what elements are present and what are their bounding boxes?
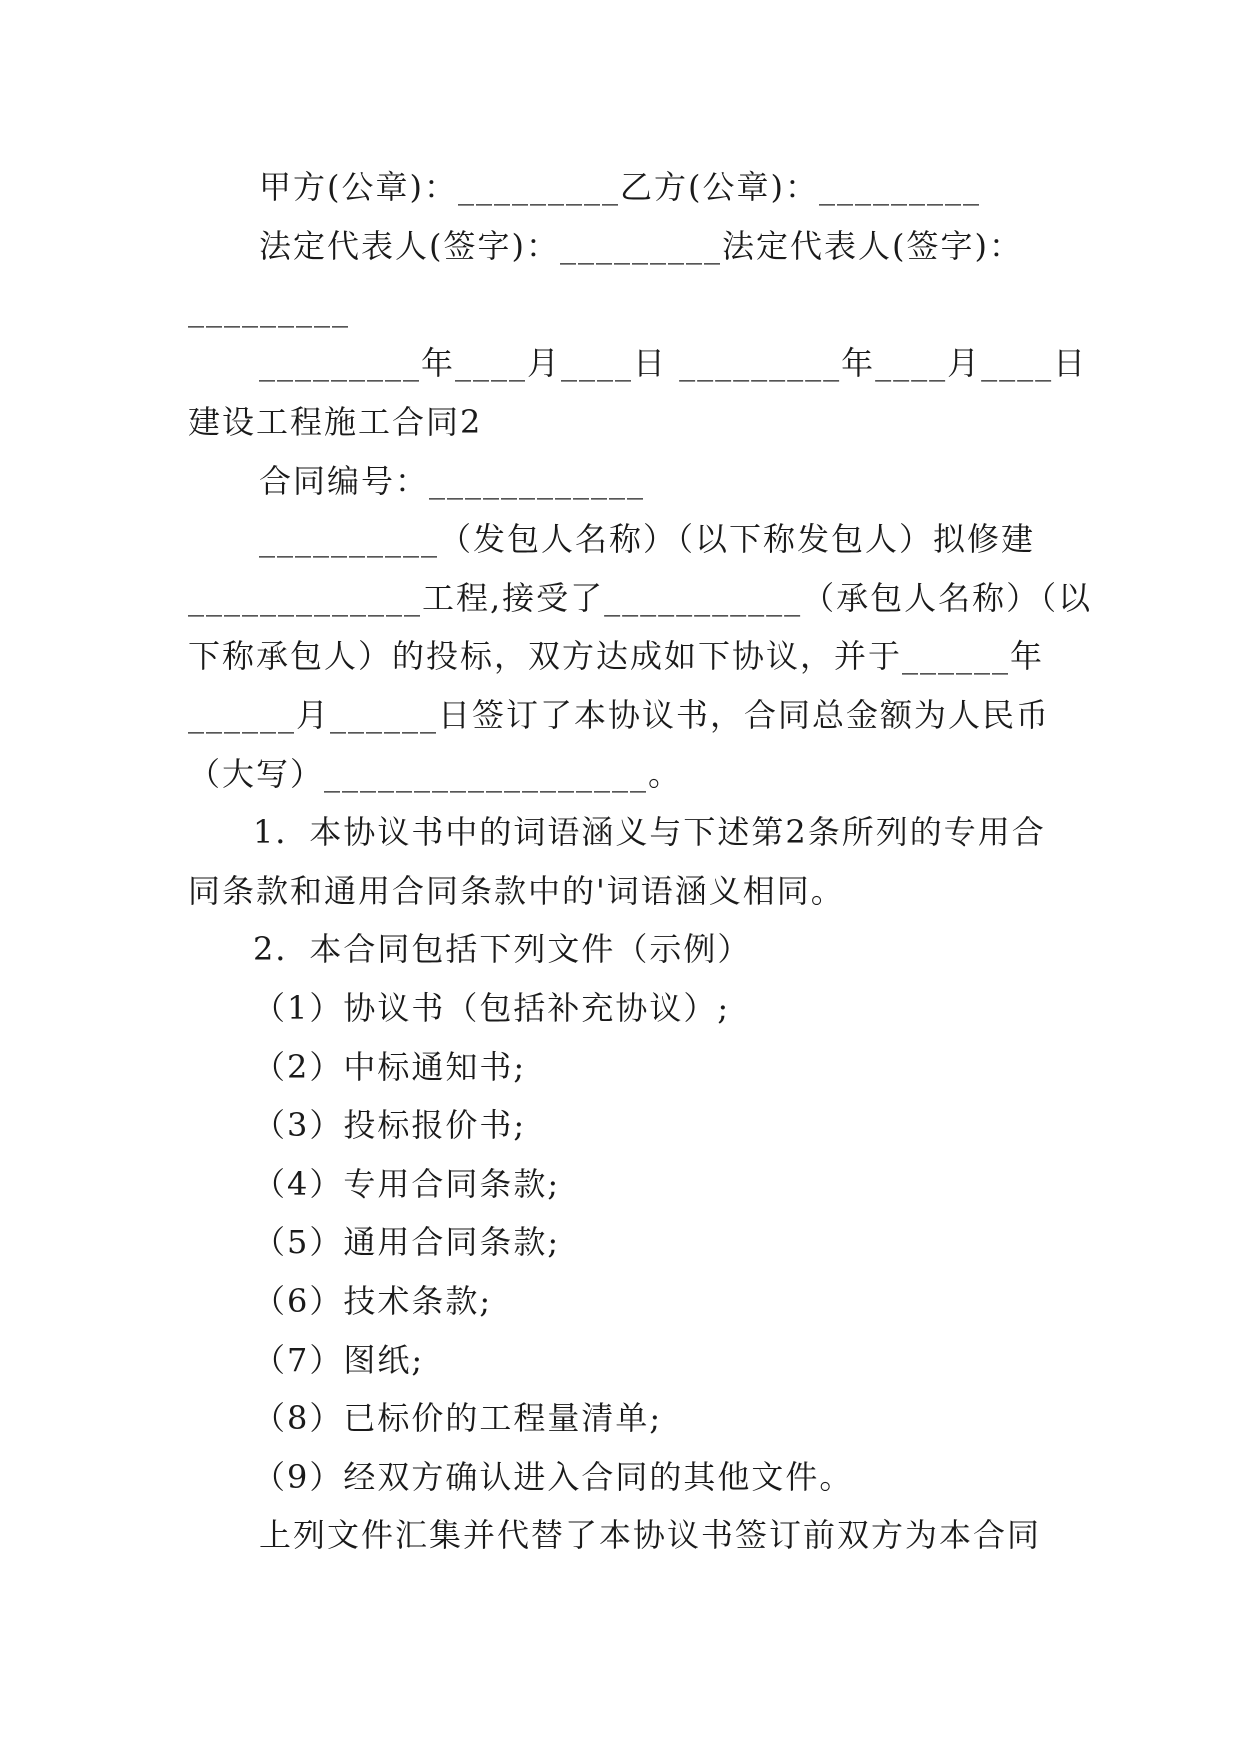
list-item: （8）已标价的工程量清单;	[253, 1399, 663, 1437]
document-title: 建设工程施工合同2	[188, 403, 483, 441]
list-item: （5）通用合同条款;	[253, 1223, 561, 1261]
paragraph-line: __________（发包人名称）（以下称发包人）拟修建	[259, 520, 1036, 558]
paragraph-line: _____________工程,接受了___________（承包人名称）（以	[188, 579, 1093, 617]
date-line: _________年____月____日 _________年____月____日	[259, 344, 1088, 382]
list-item: （4）专用合同条款;	[253, 1165, 561, 1203]
list-item: （3）投标报价书;	[253, 1106, 527, 1144]
list-item: （1）协议书（包括补充协议）;	[253, 989, 731, 1027]
list-item: （2）中标通知书;	[253, 1048, 527, 1086]
contract-number-line: 合同编号：____________	[259, 462, 646, 500]
signature-seal-line: 甲方(公章)：_________乙方(公章)：_________	[259, 168, 981, 206]
clause-1: 1．本协议书中的词语涵义与下述第2条所列的专用合	[253, 813, 1046, 851]
paragraph-line: ______月______日签订了本协议书，合同总金额为人民币	[188, 696, 1051, 734]
clause-2: 2．本合同包括下列文件（示例）	[253, 930, 752, 968]
list-item: （7）图纸;	[253, 1341, 425, 1379]
list-item: （9）经双方确认进入合同的其他文件。	[253, 1458, 854, 1496]
paragraph-line: （大写）__________________。	[188, 755, 683, 793]
legal-representative-line: 法定代表人(签字)：_________法定代表人(签字)：	[259, 227, 1023, 265]
closing-paragraph-line: 上列文件汇集并代替了本协议书签订前双方为本合同	[259, 1516, 1042, 1554]
signature-blank-continuation: _________	[188, 290, 350, 328]
clause-1-continuation: 同条款和通用合同条款中的'词语涵义相同。	[188, 872, 845, 910]
paragraph-line: 下称承包人）的投标，双方达成如下协议，并于______年	[188, 637, 1045, 675]
list-item: （6）技术条款;	[253, 1282, 493, 1320]
